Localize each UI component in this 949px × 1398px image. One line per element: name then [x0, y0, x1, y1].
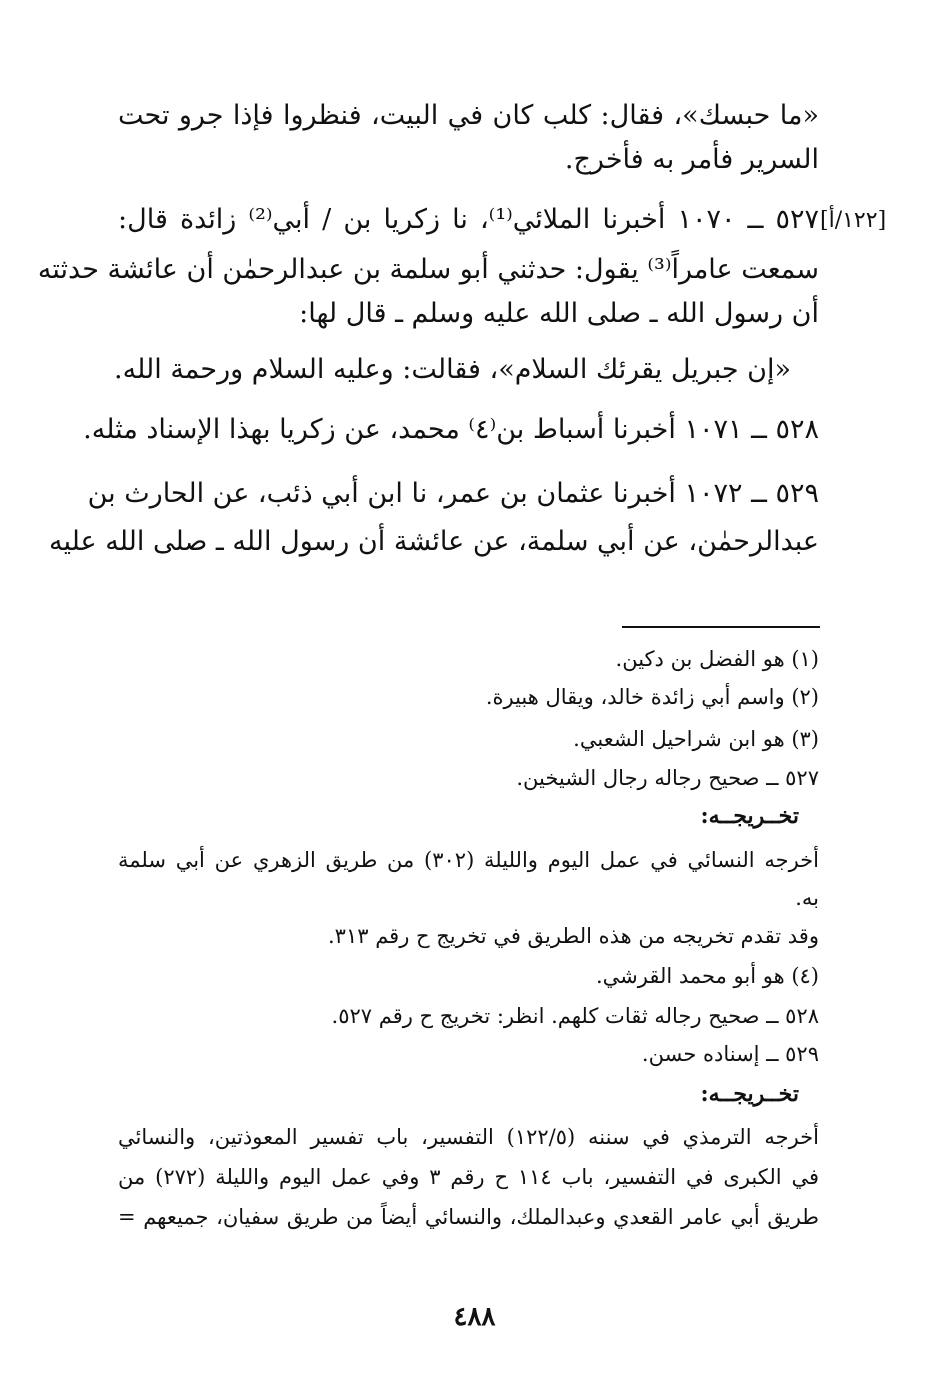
- footnote-527-line-2: به.: [795, 886, 819, 910]
- footnote-2: (٢) واسم أبي زائدة خالد، ويقال هبيرة.: [485, 685, 819, 709]
- page-number: ٤٨٨: [453, 1302, 496, 1332]
- takhrij-heading-2: تخــريجــه:: [700, 1081, 799, 1107]
- body-line-7: ٥٢٨ ــ ١٠٧١ أخبرنا أسباط بن⁽٤⁾ محمد، عن زكريا بهذا الإسناد مثله.: [83, 414, 819, 445]
- body-line-8: ٥٢٩ ــ ١٠٧٢ أخبرنا عثمان بن عمر، نا ابن أبي ذئب، عن الحارث بن: [87, 478, 819, 509]
- footnote-528: ٥٢٨ ــ صحيح رجاله ثقات كلهم. انظر: تخريج ح رقم ٥٢٧.: [331, 1004, 819, 1028]
- footnote-527-line-1: أخرجه النسائي في عمل اليوم والليلة (٣٠٢) من طريق الزهري عن أبي سلمة: [118, 848, 819, 872]
- footnote-529-line-2: في الكبرى في التفسير، باب ١١٤ ح رقم ٣ وفي عمل اليوم والليلة (٢٧٢) من: [118, 1165, 819, 1189]
- manuscript-folio-marker: [١٢٢/أ]: [820, 208, 887, 233]
- footnote-529-line-1: أخرجه الترمذي في سننه (١٢٢/٥) التفسير، باب تفسير المعوذتين، والنسائي: [118, 1125, 819, 1149]
- footnote-527-line-3: وقد تقدم تخريجه من هذه الطريق في تخريج ح رقم ٣١٣.: [327, 924, 819, 948]
- footnote-1: (١) هو الفضل بن دكين.: [615, 647, 819, 671]
- footnote-3: (٣) هو ابن شراحيل الشعبي.: [573, 727, 819, 751]
- body-line-1: «ما حبسك»، فقال: كلب كان في البيت، فنظروا فإذا جرو تحت: [118, 100, 819, 131]
- footnote-4: (٤) هو أبو محمد القرشي.: [595, 964, 819, 988]
- body-line-4: سمعت عامراً⁽³⁾ يقول: حدثني أبو سلمة بن عبدالرحمٰن أن عائشة حدثته: [37, 254, 819, 285]
- footnote-separator: [622, 626, 820, 628]
- body-line-3: ٥٢٧ ــ ١٠٧٠ أخبرنا الملائي⁽¹⁾، نا زكريا بن / أبي⁽²⁾ زائدة قال:: [118, 204, 819, 235]
- footnote-527: ٥٢٧ ــ صحيح رجاله رجال الشيخين.: [516, 766, 819, 790]
- body-line-2: السرير فأمر به فأخرج.: [564, 144, 819, 175]
- body-line-9: عبدالرحمٰن، عن أبي سلمة، عن عائشة أن رسول الله ـ صلى الله عليه: [48, 526, 819, 557]
- body-line-6: «إن جبريل يقرئك السلام»، فقالت: وعليه السلام ورحمة الله.: [114, 354, 791, 385]
- body-line-5: أن رسول الله ـ صلى الله عليه وسلم ـ قال لها:: [299, 298, 819, 329]
- takhrij-heading-1: تخــريجــه:: [700, 803, 799, 829]
- footnote-529: ٥٢٩ ــ إسناده حسن.: [641, 1042, 819, 1066]
- footnote-529-line-3: طريق أبي عامر القعدي وعبدالملك، والنسائي أيضاً من طريق سفيان، جميعهم =: [118, 1205, 819, 1229]
